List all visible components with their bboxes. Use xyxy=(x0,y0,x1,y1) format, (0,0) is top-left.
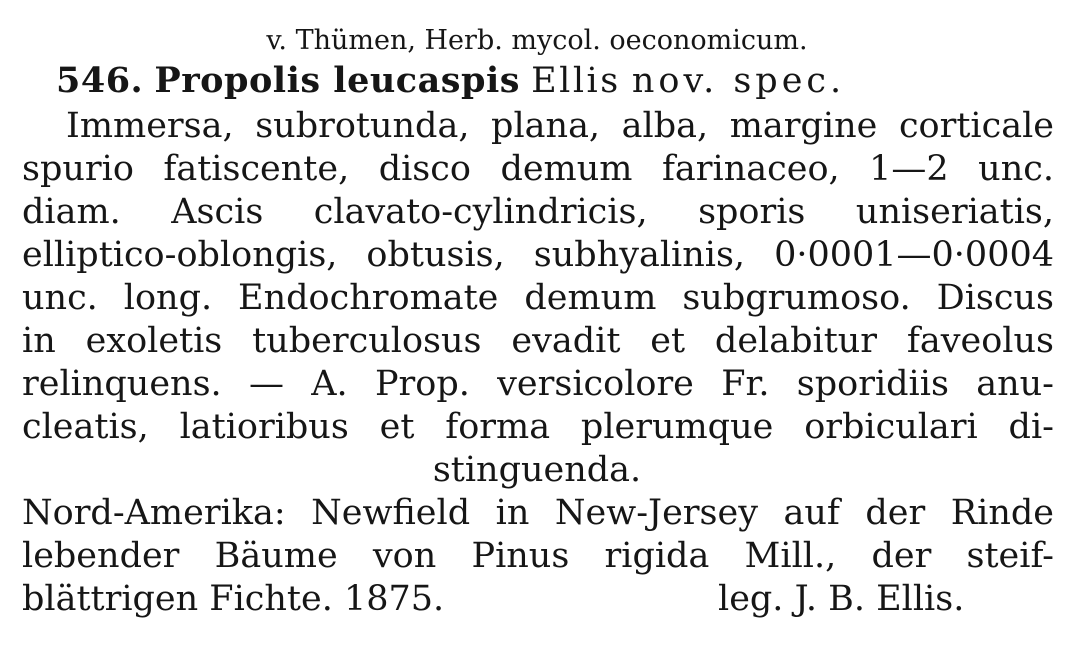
description-line-3: diam. Ascis clavato-cylindricis, sporis uniseriatis, xyxy=(22,192,1054,232)
description-line-2: spurio fatiscente, disco demum farinaceo, 1—2 unc. xyxy=(22,149,1054,189)
description-line-8: cleatis, latioribus et forma plerumque orbiculari di- xyxy=(22,407,1054,447)
description-line-7: relinquens. — A. Prop. versicolore Fr. sporidiis anu- xyxy=(22,364,1054,404)
description-line-1: Immersa, subrotunda, plana, alba, margine corticale xyxy=(66,106,1054,146)
locality-final-text: blättrigen Fichte. 1875. xyxy=(22,579,445,619)
locality-line-2: lebender Bäume von Pinus rigida Mill., der steif- xyxy=(22,536,1054,576)
locality-line-1: Nord-Amerika: Newfield in New-Jersey auf der Rinde xyxy=(22,493,1054,533)
collection-header: v. Thümen, Herb. mycol. oeconomicum. xyxy=(266,25,808,56)
species-author: Ellis xyxy=(531,61,621,101)
description-last-line: stinguenda. xyxy=(432,450,642,490)
description-line-4: elliptico-oblongis, obtusis, subhyalinis, 0·0001—0·0004 xyxy=(22,235,1054,275)
species-status: nov. spec. xyxy=(631,61,846,101)
exsiccata-number: 546. xyxy=(56,60,144,101)
collector: leg. J. B. Ellis. xyxy=(718,579,965,619)
species-title xyxy=(56,58,1024,104)
description-line-6: in exoletis tuberculosus evadit et delabitur faveolus xyxy=(22,321,1054,361)
species-name: Propolis leucaspis xyxy=(154,60,520,101)
description-line-5: unc. long. Endochromate demum subgrumoso. Discus xyxy=(22,278,1054,318)
locality-line-3 xyxy=(22,577,1054,621)
